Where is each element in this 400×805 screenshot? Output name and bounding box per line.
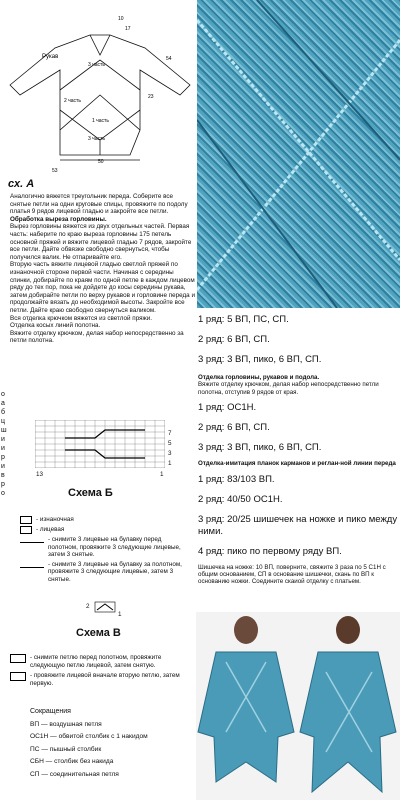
cross-back-icon: [10, 672, 26, 681]
svg-text:23: 23: [148, 94, 154, 100]
abbrev-item: ПС — пышный столбик: [30, 745, 102, 753]
cable-back-icon: [20, 561, 44, 568]
section-3-row-1: 1 ряд: 83/103 ВП.: [198, 473, 275, 485]
section-2-row-2: 2 ряд: 6 ВП, СП.: [198, 422, 270, 434]
schema-b-row-labels: [168, 430, 180, 470]
intro-paragraph: Аналогично вяжется треугольник переда. Соберите все снятые петли на одни круговые спицы, провяжите по подолу платья 9 рядов лицевой гладью и закройте все петли.: [10, 193, 188, 216]
margin-letters: о а б ц ш и и р и в р о: [1, 391, 7, 497]
garment-photo-back: [296, 612, 400, 800]
svg-text:1 часть: 1 часть: [92, 118, 109, 124]
garment-photo-front: [196, 612, 296, 800]
neck-paragraph-2: Вторую часть вяжите лицевой гладью светлой пряжей по изнаночной стороне первой части. Начиная с середины спинки, добирайте по краям по одной петле в каждом лицевом ряду до тех пор, пока не дойдете до косы середины рукава, затем добирайте петли по верху рукавов и горловине переда и продолжайте вязать до необходимой высоты. Закройте все петли. Дайте краю свободно свернуться валиком.: [10, 261, 195, 314]
svg-text:3 часть: 3 часть: [88, 62, 105, 68]
schema-b-col-label-right: 1: [160, 471, 164, 478]
row-label-3: 3: [168, 450, 172, 457]
row-label-7: 7: [168, 430, 172, 437]
cross-front-icon: [10, 654, 26, 663]
schema-v-label-1: 1: [118, 611, 122, 618]
schema-v-label-2: 2: [86, 603, 90, 610]
neck-paragraph-4: Отделка косых линий полотна.: [10, 322, 101, 330]
schema-a-part-sleeve: Рукав: [42, 54, 59, 60]
left-text-column: [10, 193, 195, 345]
section-3-row-3: 3 ряд: 20/25 шишечек на ножке и пико между ними.: [198, 513, 398, 537]
svg-text:50: 50: [98, 159, 104, 165]
neck-paragraph-5: Вяжите отделку крючком, делая набор непосредственно за петли полотна.: [10, 329, 184, 345]
knit-symbol-icon: [20, 526, 32, 534]
section-3-row-2: 2 ряд: 40/50 ОС1Н.: [198, 493, 283, 505]
schema-b-col-label-left: 13: [36, 471, 44, 478]
schema-v-notes: [10, 654, 190, 687]
abbrev-item: СБН — столбик без накида: [30, 758, 114, 765]
legend-item-purl: - изнаночная: [36, 516, 74, 523]
section-2-heading: Отделка горловины, рукавов и подола.: [198, 374, 320, 381]
svg-text:2 часть: 2 часть: [64, 98, 81, 104]
row-label-1: 1: [168, 460, 172, 467]
row-1-text: 1 ряд: 5 ВП, ПС, СП.: [198, 314, 289, 325]
schema-b-caption: Схема Б: [68, 487, 113, 499]
section-3-row-4: 4 ряд: пико по первому ряду ВП.: [198, 545, 342, 557]
abbrev-item: ВП — воздушная петля: [30, 720, 102, 728]
section-3-paragraph: Шишечка на ножке: 10 ВП, поверните, свяжите 3 раза по 5 С1Н с общим основанием, СП в основание шишечки, скань по ВП к основанию ножки. Соедините скаиой отделку с платьем.: [198, 563, 386, 586]
purl-symbol-icon: [20, 516, 32, 524]
section-2-paragraph: Вяжите отделку крючком, делая набор непосредственно петли полотна, отступив 9 рядов от края.: [198, 381, 379, 396]
schema-v-note-2: - провяжите лицевой вначале вторую петлю, затем первую.: [30, 672, 180, 687]
section-3-heading: Отделка-имитация планок карманов и реглан-ной линии переда: [198, 460, 396, 468]
legend: [20, 516, 190, 584]
schema-a-diagram: [0, 0, 200, 185]
section-2-row-1: 1 ряд: ОС1Н.: [198, 402, 257, 414]
right-text-column: [198, 312, 398, 586]
schema-a-label: сх. А: [8, 178, 35, 190]
svg-text:53: 53: [52, 168, 58, 174]
neck-heading: Обработка выреза горловины.: [10, 215, 107, 223]
abbrev-title: Сокращения: [30, 708, 71, 715]
svg-text:54: 54: [166, 56, 172, 62]
row-2-text: 2 ряд: 6 ВП, СП.: [198, 334, 270, 345]
svg-text:17: 17: [125, 26, 131, 32]
row-label-5: 5: [168, 440, 172, 447]
legend-item-knit: - лицевая: [36, 526, 65, 533]
legend-item-cable-front: - снимите 3 лицевые на булавку перед полотном, провяжите 3 следующие лицевые, затем 3 снятые.: [48, 536, 181, 559]
abbrev-item: СП — соединительная петля: [30, 770, 119, 778]
svg-text:10: 10: [118, 16, 124, 22]
neck-paragraph-1: Вырез горловины вяжется из двух отдельных частей. Первая часть: наберите по краю выреза горловины 175 петель основной пряжей и вяжите лицевой гладью 7 рядов, закройте все петли. Дайте обвязке свободно свернуться, чтобы получился валик. Не отпаривайте его.: [10, 223, 192, 261]
abbrev-item: ОС1Н — обвитой столбик с 1 накидом: [30, 733, 148, 740]
schema-b-grid: [35, 420, 165, 468]
legend-item-cable-back: - снимите 3 лицевые на булавку за полотном, провяжите 3 следующие лицевые, затем 3 снятые.: [48, 560, 182, 583]
abbreviations: [30, 706, 190, 781]
row-3-text: 3 ряд: 3 ВП, пико, 6 ВП, СП.: [198, 354, 322, 365]
cable-front-icon: [20, 536, 44, 543]
svg-text:3 часть: 3 часть: [88, 136, 105, 142]
section-2-row-3: 3 ряд: 3 ВП, пико, 6 ВП, СП.: [198, 442, 322, 454]
neck-paragraph-3: Вся отделка крючком вяжется из светлой пряжи.: [10, 314, 153, 322]
schema-v-caption: Схема В: [76, 627, 121, 639]
schema-v-note-1: - снимите петлю перед полотном, провяжите следующую петлю лицевой, затем снятую.: [30, 654, 162, 669]
knit-fabric-photo: [197, 0, 400, 308]
schema-v-symbol: [93, 600, 117, 614]
